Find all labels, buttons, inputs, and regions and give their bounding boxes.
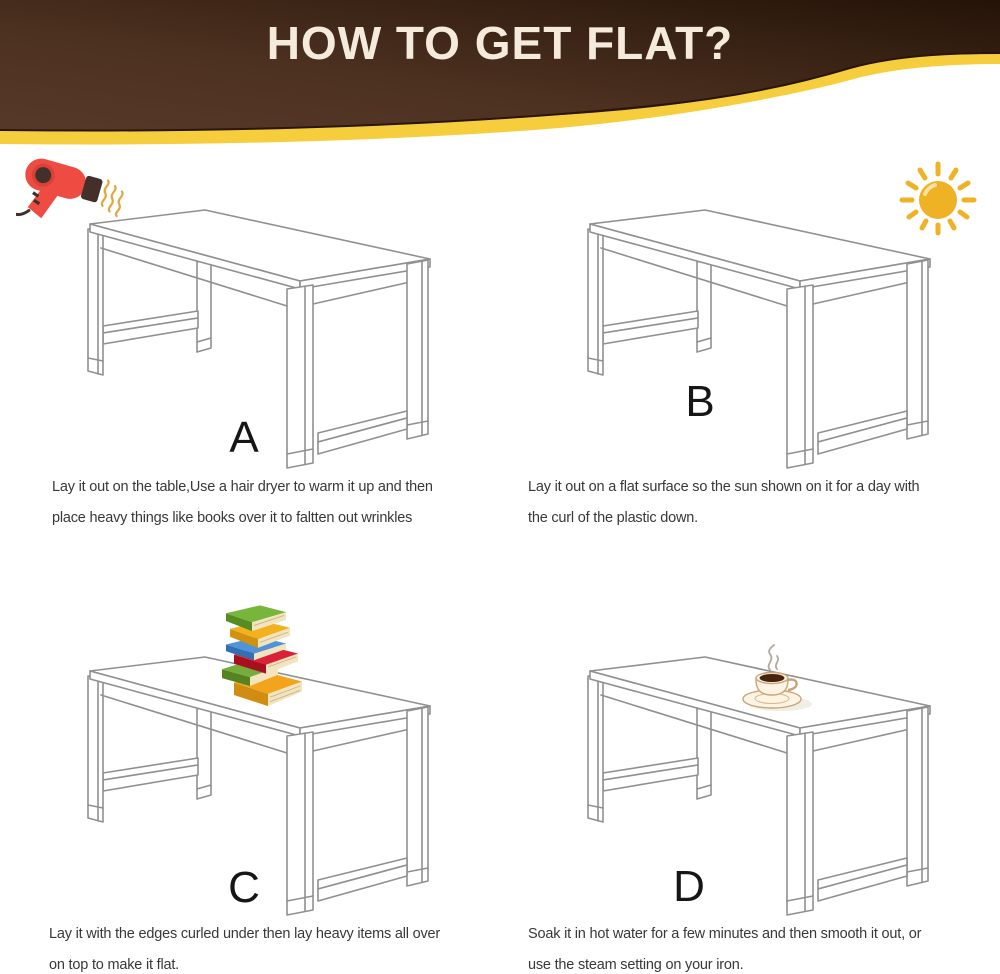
steam-icon [769, 645, 779, 670]
heat-waves-icon [100, 180, 125, 216]
instruction-line: place heavy things like books over it to faltten out wrinkles [52, 510, 413, 526]
method-description-a [52, 472, 433, 534]
page-title: HOW TO GET FLAT? [266, 17, 734, 69]
method-label-a: A [229, 413, 259, 462]
method-description-d [528, 919, 921, 974]
method-description-c [49, 919, 440, 974]
hair-dryer-icon [16, 150, 134, 238]
instruction-line: Soak it in hot water for a few minutes and then smooth it out, or [528, 926, 922, 942]
method-description-b [528, 472, 919, 534]
instruction-line: Lay it out on the table,Use a hair dryer to warm it up and then [52, 479, 433, 495]
coffee-cup-icon [728, 642, 816, 714]
method-label-d: D [673, 862, 705, 911]
books-stack-icon [218, 602, 304, 714]
instruction-line: use the steam setting on your iron. [528, 957, 744, 973]
sun-icon [888, 152, 988, 252]
header [0, 0, 1000, 160]
instruction-line: Lay it out on a flat surface so the sun shown on it for a day with [528, 479, 920, 495]
instruction-line: Lay it with the edges curled under then lay heavy items all over [49, 926, 441, 942]
method-label-b: B [685, 377, 715, 426]
instruction-line: the curl of the plastic down. [528, 510, 698, 526]
instruction-line: on top to make it flat. [49, 957, 179, 973]
method-label-c: C [228, 863, 260, 912]
